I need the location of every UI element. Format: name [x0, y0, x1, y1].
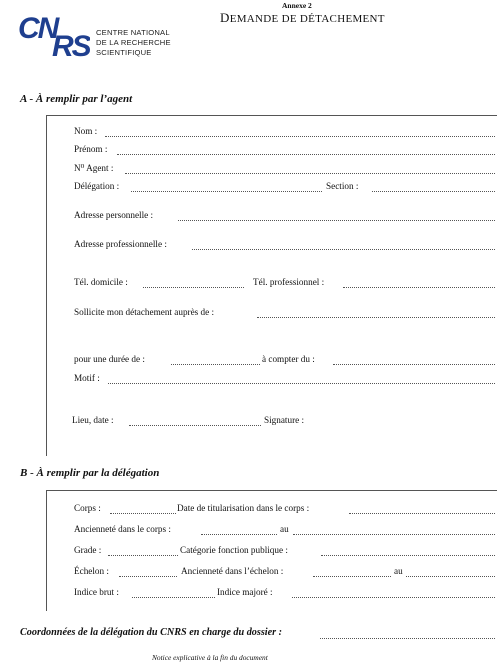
coordonnees-label: Coordonnées de la délégation du CNRS en charge du dossier : — [20, 627, 283, 638]
section-field[interactable] — [372, 191, 495, 192]
adresse-pro-field[interactable] — [192, 249, 495, 250]
au-label-2: au — [394, 566, 403, 576]
lieu-date-field[interactable] — [129, 425, 261, 426]
page-title — [220, 10, 385, 26]
title-rest: EMANDE DE DÉTACHEMENT — [229, 13, 385, 25]
prenom-label: Prénom : — [74, 144, 108, 154]
org-line: CENTRE NATIONAL — [96, 28, 170, 37]
nom-label: Nom : — [74, 126, 98, 136]
org-line: DE LA RECHERCHE — [96, 38, 171, 47]
anciennete-echelon-field[interactable] — [313, 576, 391, 577]
grade-label: Grade : — [74, 545, 102, 555]
tel-domicile-field[interactable] — [143, 287, 244, 288]
compter-field[interactable] — [333, 364, 495, 365]
title-initial: D — [220, 10, 230, 25]
echelon-label: Échelon : — [74, 566, 109, 576]
categorie-field[interactable] — [321, 555, 495, 556]
org-line: SCIENTIFIQUE — [96, 48, 152, 57]
coordonnees-field[interactable] — [320, 638, 495, 639]
adresse-perso-field[interactable] — [178, 220, 495, 221]
organization-name — [96, 28, 171, 58]
motif-label: Motif : — [74, 373, 100, 383]
section-label: Section : — [326, 181, 359, 191]
annex-label: Annexe 2 — [282, 1, 312, 10]
indice-majore-label: Indice majoré : — [217, 587, 273, 597]
motif-field[interactable] — [108, 383, 495, 384]
prenom-field[interactable] — [117, 154, 495, 155]
nom-field[interactable] — [105, 136, 495, 137]
date-titularisation-field[interactable] — [349, 513, 495, 514]
anciennete-corps-label: Ancienneté dans le corps : — [74, 524, 171, 534]
sollicite-label: Sollicite mon détachement auprès de : — [74, 307, 215, 317]
delegation-field[interactable] — [131, 191, 322, 192]
tel-domicile-label: Tél. domicile : — [74, 277, 128, 287]
sollicite-field[interactable] — [257, 317, 495, 318]
tel-pro-label: Tél. professionnel : — [253, 277, 325, 287]
svg-text:RS: RS — [52, 30, 90, 60]
svg-text:CN: CN — [18, 12, 58, 45]
compter-label: à compter du : — [262, 354, 315, 364]
duree-label: pour une durée de : — [74, 354, 145, 364]
corps-field[interactable] — [110, 513, 176, 514]
adresse-pro-label: Adresse professionnelle : — [74, 239, 167, 249]
indice-brut-label: Indice brut : — [74, 587, 119, 597]
adresse-perso-label: Adresse personnelle : — [74, 210, 154, 220]
section-b-heading: B - À remplir par la délégation — [20, 467, 160, 479]
lieu-date-label: Lieu, date : — [72, 415, 114, 425]
au-field-1[interactable] — [293, 534, 495, 535]
grade-field[interactable] — [108, 555, 178, 556]
section-a-heading: A - À remplir par l’agent — [20, 93, 133, 105]
categorie-label: Catégorie fonction publique : — [180, 545, 288, 555]
delegation-label: Délégation : — [74, 181, 120, 191]
date-titularisation-label: Date de titularisation dans le corps : — [177, 503, 310, 513]
au-field-2[interactable] — [406, 576, 495, 577]
duree-field[interactable] — [171, 364, 260, 365]
signature-label: Signature : — [264, 415, 305, 425]
corps-label: Corps : — [74, 503, 101, 513]
footer-note: Notice explicative à la fin du document — [152, 653, 268, 662]
echelon-field[interactable] — [119, 576, 177, 577]
indice-brut-field[interactable] — [132, 597, 215, 598]
indice-majore-field[interactable] — [292, 597, 495, 598]
anciennete-echelon-label: Ancienneté dans l’échelon : — [181, 566, 284, 576]
no-agent-field[interactable] — [125, 173, 495, 174]
cnrs-logo — [18, 8, 90, 60]
au-label-1: au — [280, 524, 289, 534]
no-agent-label: N⁰ Agent : — [74, 163, 114, 173]
tel-pro-field[interactable] — [343, 287, 495, 288]
anciennete-corps-field[interactable] — [201, 534, 277, 535]
